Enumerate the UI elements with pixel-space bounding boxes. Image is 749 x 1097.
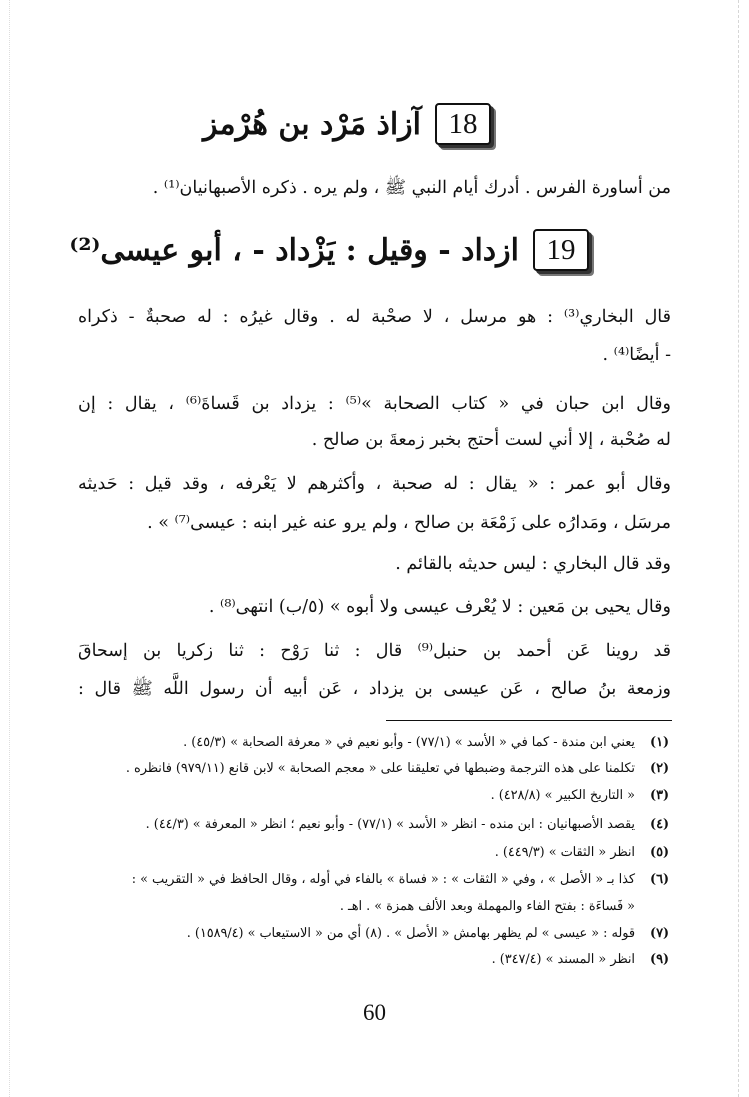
footnote-number: (٩) [650,952,669,967]
scan-margin-left [9,0,11,1097]
footnote [78,947,669,973]
footnote-text: « التاريخ الكبير » (٤٢٨/٨) . [490,788,635,803]
footnote [78,867,669,893]
body-line: له صُحْبة ، إلا أني لست أحتج بخبر زمعةَ بن صالح . [311,430,671,450]
footnote-text: انظر « المسند » (٣٤٧/٤) . [491,952,635,967]
footnote-text: يقصد الأصبهانيان : ابن منده - انظر « الأسد » (٧٧/١) - وأبو نعيم ؛ انظر « المعرفة » (٤٤/٣) . [145,817,635,832]
entry-18-text: من أساورة الفرس . أدرك أيام النبي ﷺ ، ولم يره . ذكره الأصبهانيان⁽¹⁾ . [152,178,671,198]
footnote-text: « فَساءَة : بفتح الفاء والمهملة وبعد الألف همزة » . اهـ . [339,899,635,914]
footnote-number: (٢) [650,761,669,776]
footnote [78,756,669,782]
page-number: 60 [363,1000,386,1025]
entry-19-heading [69,229,589,271]
footnote-text: كذا بـ « الأصل » ، وفي « الثقات » : « فساة » بالفاء في أوله ، وقال الحافظ في « التقريب » : [131,872,635,887]
footnote [78,730,669,756]
footnote-number: (٥) [650,845,669,860]
footnote-number: (٦) [650,872,669,887]
footnote-divider [386,720,672,721]
body-line: وقال ابن حبان في « كتاب الصحابة »⁽⁵⁾ : يزداد بن قَساةَ⁽⁶⁾ ، يقال : إن [78,394,671,414]
footnote [78,921,669,947]
entry-18-heading [203,103,491,145]
scan-margin-right [738,0,740,1097]
body-line: قال البخاري⁽³⁾ : هو مرسل ، لا صحْبة له . وقال غيرُه : له صحبةٌ - ذكراه [78,307,671,327]
footnote-text: انظر « الثقات » (٤٤٩/٣) . [494,845,635,860]
body-line: قد روينا عَن أحمد بن حنبل⁽⁹⁾ قال : ثنا رَوْح : ثنا زكريا بن إسحاقَ [78,641,671,661]
footnote-number: (٧) [650,926,669,941]
entry-number-badge: 18 [435,103,491,145]
footnote-continuation [78,894,669,920]
footnote [78,783,669,809]
footnote-number: (٣) [650,788,669,803]
footnote-text: يعني ابن مندة - كما في « الأسد » (٧٧/١) - وأبو نعيم في « معرفة الصحابة » (٤٥/٣) . [183,735,635,750]
body-line: وقال أبو عمر : « يقال : له صحبة ، وأكثرهم لا يَعْرفه ، وقد قيل : حَديثه [78,474,671,494]
footnote [78,840,669,866]
footnote-number: (١) [650,735,669,750]
footnote-number: (٤) [650,817,669,832]
entry-number-badge: 19 [533,229,589,271]
body-line: وقال يحيى بن مَعين : لا يُعْرف عيسى ولا أبوه » (٥/ب) انتهى⁽⁸⁾ . [208,597,671,617]
body-line: وزمعة بنُ صالح ، عَن عيسى بن يزداد ، عَن أبيه أن رسول اللَّه ﷺ قال : [78,679,671,699]
entry-title: آزاذ مَرْد بن هُرْمز [202,106,421,142]
body-line: مرسَل ، ومَدارُه على زَمْعَة بن صالح ، ولم يرو عنه غير ابنه : عيسى⁽⁷⁾ » . [147,513,671,533]
footnote [78,812,669,838]
body-line: - أيضًا⁽⁴⁾ . [602,345,671,365]
footnote-text: تكلمنا على هذه الترجمة وضبطها في تعليقنا على « معجم الصحابة » لابن قانع (٩٧٩/١١) فانظره . [125,761,635,776]
footnote-text: قوله : « عيسى » لم يظهر بهامش « الأصل » . (٨) أي من « الاستيعاب » (١٥٨٩/٤) . [186,926,635,941]
body-line: وقد قال البخاري : ليس حديثه بالقائم . [395,554,671,574]
entry-title: ازداد - وقيل : يَزْداد - ، أبو عيسى⁽²⁾ [69,232,519,268]
